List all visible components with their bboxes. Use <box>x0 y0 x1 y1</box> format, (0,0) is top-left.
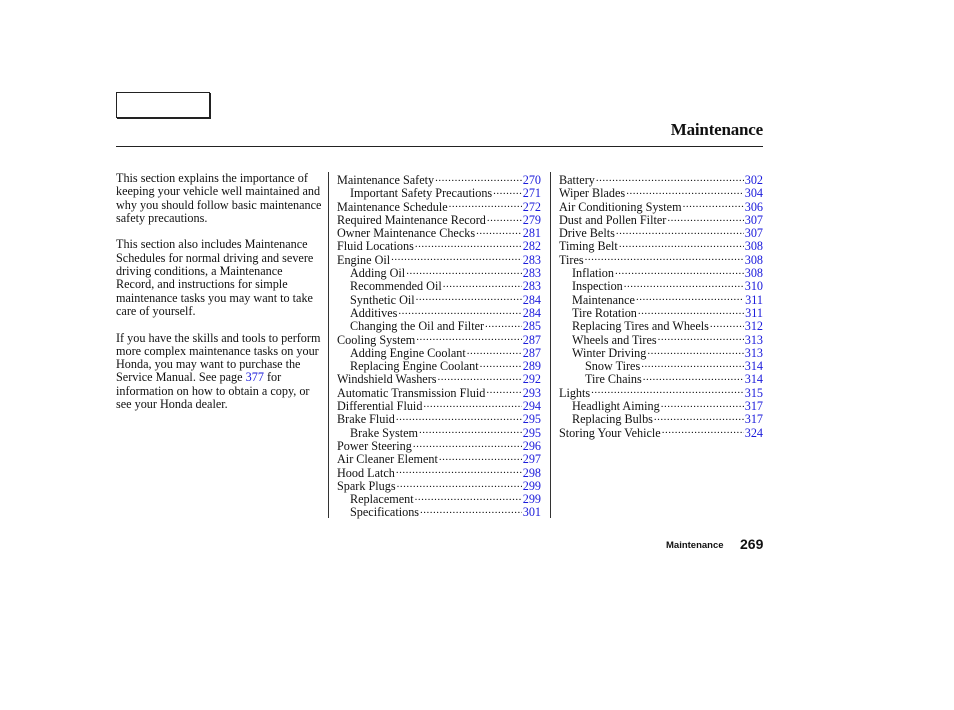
toc-leader-dots <box>435 172 522 184</box>
toc-leader-dots <box>416 332 522 344</box>
toc-entry-page-link[interactable]: 270 <box>522 173 541 187</box>
toc-entry-page-link[interactable]: 298 <box>522 465 541 480</box>
toc-entry-page-link[interactable]: 302 <box>744 173 763 187</box>
toc-leader-dots <box>415 238 522 250</box>
toc-entry-label: Brake Fluid <box>337 412 395 427</box>
page-title: Maintenance <box>670 120 763 139</box>
toc-entry-label: Adding Oil <box>350 266 406 281</box>
toc-entry-label: Tire Chains <box>585 372 642 387</box>
toc-entry-label: Tires <box>559 252 584 267</box>
toc-entry[interactable] <box>559 398 763 414</box>
toc-leader-dots <box>624 278 744 290</box>
intro-paragraph-1: This section explains the importance of keeping your vehicle well maintained and why you should follow basic maintenance safety precautions. <box>116 171 322 225</box>
toc-entry-page-link[interactable]: 312 <box>744 319 763 334</box>
toc-entry-label: Replacing Bulbs <box>572 412 653 427</box>
toc-entry[interactable] <box>559 225 763 241</box>
toc-entry-page-link[interactable]: 308 <box>744 252 763 267</box>
toc-entry[interactable] <box>337 305 541 318</box>
toc-entry-label: Hood Latch <box>337 465 395 480</box>
toc-entry-label: Storing Your Vehicle <box>559 425 661 440</box>
toc-entry-page-link[interactable]: 279 <box>522 212 541 227</box>
toc-entry[interactable] <box>559 371 763 387</box>
toc-entry-label: Inflation <box>572 266 614 281</box>
toc-entry-label: Spark Plugs <box>337 478 396 493</box>
toc-entry-page-link[interactable]: 304 <box>744 186 763 201</box>
toc-entry[interactable] <box>337 411 541 427</box>
toc-entry-page-link[interactable]: 299 <box>522 492 541 507</box>
toc-leader-dots <box>419 425 522 437</box>
toc-entry[interactable] <box>559 332 763 345</box>
toc-entry[interactable] <box>337 504 541 520</box>
column-divider-2 <box>550 172 551 518</box>
toc-leader-dots <box>596 172 744 184</box>
toc-entry[interactable] <box>337 345 541 358</box>
toc-entry-label: Inspection <box>572 279 623 294</box>
intro-paragraph-2: This section also includes Maintenance Schedules for normal driving and severe driving conditions, a Maintenance Record, and instructions for simple maintenance tasks you may want to take care of yourself. <box>116 237 314 318</box>
toc-entry-page-link[interactable]: 294 <box>522 399 541 414</box>
toc-entry[interactable] <box>337 438 541 451</box>
toc-entry-page-link[interactable]: 313 <box>744 345 763 360</box>
toc-leader-dots <box>667 212 743 224</box>
toc-entry-page-link[interactable]: 281 <box>522 226 541 241</box>
toc-entry-page-link[interactable]: 307 <box>744 226 763 241</box>
toc-entry-label: Brake System <box>350 425 419 440</box>
toc-entry-label: Headlight Aiming <box>572 399 660 414</box>
toc-leader-dots <box>415 491 522 503</box>
toc-leader-dots <box>661 398 744 410</box>
toc-entry-page-link[interactable]: 287 <box>522 345 541 360</box>
service-manual-page-link[interactable]: 377 <box>245 370 264 385</box>
toc-entry[interactable] <box>337 185 541 201</box>
toc-leader-dots <box>439 451 522 463</box>
toc-entry[interactable] <box>337 358 541 374</box>
toc-entry-page-link[interactable]: 295 <box>522 412 541 427</box>
toc-entry-label: Tire Rotation <box>572 305 637 320</box>
toc-entry[interactable] <box>337 252 541 265</box>
toc-entry-page-link[interactable]: 297 <box>522 452 541 467</box>
toc-leader-dots <box>585 252 744 264</box>
toc-leader-dots <box>396 411 522 423</box>
toc-entry[interactable] <box>559 252 763 265</box>
toc-leader-dots <box>467 345 522 357</box>
toc-entry[interactable] <box>559 358 763 374</box>
toc-entry-page-link[interactable]: 311 <box>745 292 763 307</box>
toc-entry[interactable] <box>559 185 763 201</box>
toc-entry[interactable] <box>559 238 763 254</box>
toc-column-1 <box>337 172 541 518</box>
header-rule <box>116 146 763 147</box>
toc-entry-page-link[interactable]: 282 <box>522 239 541 254</box>
toc-entry-page-link[interactable]: 283 <box>522 252 541 267</box>
toc-leader-dots <box>683 199 744 211</box>
toc-entry-page-link[interactable]: 313 <box>744 332 763 347</box>
toc-entry-label: Automatic Transmission Fluid <box>337 385 486 400</box>
section-tab-box <box>116 92 210 118</box>
toc-entry-page-link[interactable]: 284 <box>522 305 541 320</box>
toc-entry[interactable] <box>337 385 541 398</box>
toc-leader-dots <box>591 385 744 397</box>
toc-entry[interactable] <box>559 199 763 212</box>
toc-entry-label: Drive Belts <box>559 226 615 241</box>
toc-leader-dots <box>406 265 522 277</box>
toc-entry-label: Windshield Washers <box>337 372 437 387</box>
toc-leader-dots <box>449 199 522 211</box>
toc-entry-page-link[interactable]: 317 <box>744 399 763 414</box>
toc-leader-dots <box>615 265 744 277</box>
toc-entry[interactable] <box>337 172 541 185</box>
toc-entry-label: Winter Driving <box>572 345 647 360</box>
toc-leader-dots <box>480 358 522 370</box>
toc-entry[interactable] <box>337 451 541 467</box>
toc-entry-label: Replacing Tires and Wheels <box>572 319 709 334</box>
toc-entry-page-link[interactable]: 293 <box>522 385 541 400</box>
toc-leader-dots <box>416 292 522 304</box>
toc-entry-label: Replacement <box>350 492 414 507</box>
toc-entry-page-link[interactable]: 306 <box>744 199 763 214</box>
toc-entry[interactable] <box>337 371 541 387</box>
toc-entry-page-link[interactable]: 314 <box>744 359 763 374</box>
toc-entry-page-link[interactable]: 292 <box>522 372 541 387</box>
toc-entry-page-link[interactable]: 315 <box>744 385 763 400</box>
toc-leader-dots <box>420 504 522 516</box>
toc-entry-page-link[interactable]: 301 <box>522 505 541 520</box>
toc-entry[interactable] <box>559 265 763 281</box>
toc-leader-dots <box>616 225 744 237</box>
toc-leader-dots <box>643 371 744 383</box>
toc-leader-dots <box>413 438 522 450</box>
toc-entry-label: Changing the Oil and Filter <box>350 319 485 334</box>
toc-leader-dots <box>397 478 522 490</box>
toc-entry-label: Wiper Blades <box>559 186 626 201</box>
toc-entry-page-link[interactable]: 295 <box>522 425 541 440</box>
toc-entry[interactable] <box>559 345 763 358</box>
toc-entry-page-link[interactable]: 299 <box>522 478 541 493</box>
toc-leader-dots <box>710 318 744 330</box>
toc-entry-page-link[interactable]: 283 <box>522 266 541 281</box>
toc-leader-dots <box>438 371 522 383</box>
footer-section-label: Maintenance <box>666 540 724 551</box>
toc-entry-page-link[interactable]: 289 <box>522 359 541 374</box>
toc-leader-dots <box>619 238 744 250</box>
toc-leader-dots <box>638 305 744 317</box>
toc-entry-label: Owner Maintenance Checks <box>337 226 476 241</box>
toc-entry-label: Maintenance Schedule <box>337 199 448 214</box>
toc-entry[interactable] <box>337 238 541 254</box>
toc-entry[interactable] <box>337 465 541 478</box>
toc-entry-page-link[interactable]: 317 <box>744 412 763 427</box>
toc-entry-page-link[interactable]: 324 <box>744 425 763 440</box>
toc-entry[interactable] <box>559 425 763 438</box>
toc-entry[interactable] <box>559 292 763 305</box>
toc-entry-label: Cooling System <box>337 332 416 347</box>
toc-entry-page-link[interactable]: 308 <box>744 266 763 281</box>
toc-entry[interactable] <box>559 385 763 398</box>
toc-entry-label: Differential Fluid <box>337 399 423 414</box>
toc-leader-dots <box>486 385 521 397</box>
toc-entry-label: Replacing Engine Coolant <box>350 359 479 374</box>
toc-entry[interactable] <box>559 305 763 318</box>
toc-entry[interactable] <box>559 172 763 185</box>
toc-entry[interactable] <box>337 478 541 491</box>
toc-entry-label: Engine Oil <box>337 252 391 267</box>
column-divider-1 <box>328 172 329 518</box>
toc-entry-label: Specifications <box>350 505 420 520</box>
intro-paragraph-3-text: If you have the skills and tools to perform more complex maintenance tasks on your Honda, you may want to purchase the Service Manual. See page <box>116 330 321 385</box>
toc-entry-page-link[interactable]: 285 <box>522 319 541 334</box>
toc-entry-label: Adding Engine Coolant <box>350 345 466 360</box>
toc-entry[interactable] <box>337 332 541 345</box>
toc-entry[interactable] <box>337 398 541 414</box>
toc-entry-label: Timing Belt <box>559 239 618 254</box>
toc-leader-dots <box>654 411 744 423</box>
toc-entry-label: Power Steering <box>337 438 412 453</box>
toc-leader-dots <box>485 318 522 330</box>
footer-page-number: 269 <box>740 536 764 552</box>
toc-entry[interactable] <box>559 411 763 427</box>
toc-entry-label: Synthetic Oil <box>350 292 415 307</box>
toc-leader-dots <box>626 185 744 197</box>
toc-entry-label: Dust and Pollen Filter <box>559 212 667 227</box>
toc-column-2 <box>559 172 763 438</box>
toc-entry-page-link[interactable]: 296 <box>522 438 541 453</box>
toc-leader-dots <box>641 358 744 370</box>
toc-leader-dots <box>443 278 522 290</box>
toc-entry-label: Required Maintenance Record <box>337 212 486 227</box>
toc-entry[interactable] <box>337 318 541 334</box>
toc-entry-label: Additives <box>350 305 398 320</box>
toc-entry-page-link[interactable]: 308 <box>744 239 763 254</box>
toc-entry-label: Fluid Locations <box>337 239 414 254</box>
toc-entry-page-link[interactable]: 283 <box>522 279 541 294</box>
toc-entry[interactable] <box>337 212 541 225</box>
intro-text <box>116 172 322 425</box>
toc-entry[interactable] <box>337 491 541 507</box>
toc-entry[interactable] <box>337 425 541 438</box>
toc-entry[interactable] <box>337 199 541 212</box>
toc-entry-label: Important Safety Precautions <box>350 186 493 201</box>
toc-leader-dots <box>487 212 522 224</box>
toc-leader-dots <box>662 425 744 437</box>
toc-leader-dots <box>476 225 522 237</box>
toc-entry[interactable] <box>337 265 541 281</box>
toc-entry-label: Lights <box>559 385 591 400</box>
toc-entry[interactable] <box>559 212 763 225</box>
toc-entry-page-link[interactable]: 272 <box>522 199 541 214</box>
toc-entry-label: Wheels and Tires <box>572 332 657 347</box>
toc-entry-label: Recommended Oil <box>350 279 442 294</box>
toc-entry-label: Snow Tires <box>585 359 641 374</box>
intro-paragraph-3 <box>116 332 322 412</box>
toc-entry-page-link[interactable]: 307 <box>744 212 763 227</box>
toc-entry-label: Maintenance <box>572 292 635 307</box>
toc-entry-page-link[interactable]: 287 <box>522 332 541 347</box>
toc-leader-dots <box>647 345 743 357</box>
toc-entry-label: Maintenance Safety <box>337 173 435 187</box>
toc-entry-page-link[interactable]: 284 <box>522 292 541 307</box>
toc-entry-page-link[interactable]: 314 <box>744 372 763 387</box>
toc-leader-dots <box>396 465 522 477</box>
toc-entry[interactable] <box>559 278 763 294</box>
toc-entry-label: Air Cleaner Element <box>337 452 438 467</box>
toc-leader-dots <box>636 292 744 304</box>
toc-entry-label: Battery <box>559 173 595 187</box>
toc-leader-dots <box>493 185 522 197</box>
toc-entry-label: Air Conditioning System <box>559 199 682 214</box>
toc-entry-page-link[interactable]: 271 <box>522 186 541 201</box>
toc-entry[interactable] <box>559 318 763 334</box>
toc-entry-page-link[interactable]: 310 <box>744 279 763 294</box>
toc-entry[interactable] <box>337 225 541 241</box>
toc-leader-dots <box>423 398 521 410</box>
toc-leader-dots <box>391 252 522 264</box>
intro-paragraph-3-tail: for information on how to obtain a copy, or see your Honda dealer. <box>116 370 310 412</box>
toc-leader-dots <box>658 332 744 344</box>
toc-entry[interactable] <box>337 278 541 294</box>
toc-entry[interactable] <box>337 292 541 305</box>
toc-leader-dots <box>398 305 521 317</box>
toc-entry-page-link[interactable]: 311 <box>745 305 763 320</box>
